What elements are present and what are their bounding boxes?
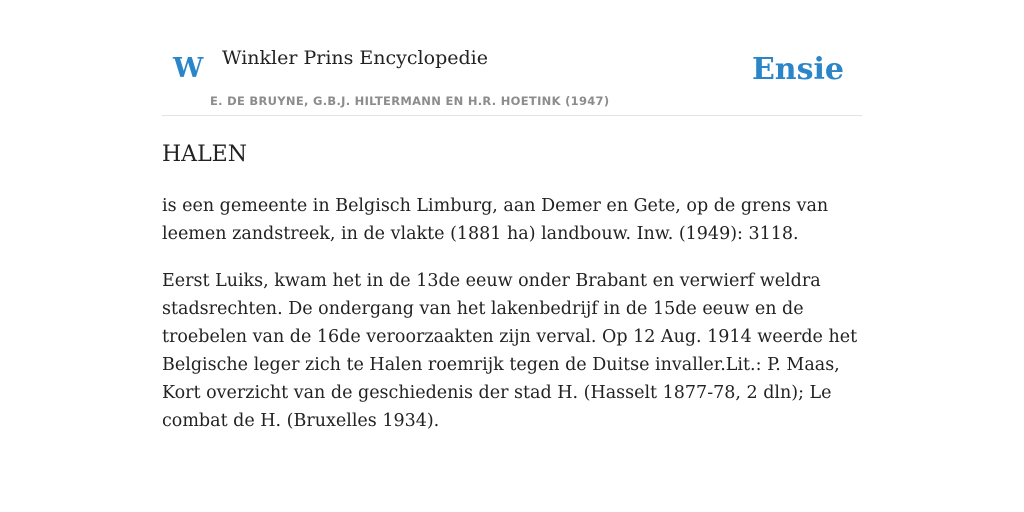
winkler-prins-logo[interactable]: W bbox=[173, 53, 204, 84]
encyclopedia-title[interactable]: Winkler Prins Encyclopedie bbox=[222, 47, 488, 69]
entry-paragraph: is een gemeente in Belgisch Limburg, aan Demer en Gete, op de grens van leemen zandstreek, in de vlakte (1881 ha) landbouw. Inw. (1949): 3118. bbox=[162, 196, 829, 244]
ensie-brand-link[interactable]: Ensie bbox=[751, 52, 844, 87]
page-container bbox=[162, 0, 862, 431]
encyclopedia-authors: E. DE BRUYNE, G.B.J. HILTERMANN EN H.R. HOETINK (1947) bbox=[210, 94, 610, 108]
encyclopedia-header bbox=[162, 0, 862, 116]
entry-paragraph: Eerst Luiks, kwam het in de 13de eeuw onder Brabant en verwierf weldra stadsrechten. De ondergang van het lakenbedrijf in de 15de eeuw en de troebelen van de 16de veroorzaakten zijn verval. Op 12 Aug. 1914 weerde het Belgische leger zich te Halen roemrijk tegen de Duitse invaller.Lit.: P. Maas, Kort overzicht van de geschiedenis der stad H. (Hasselt 1877-78, 2 dln); Le combat de H. (Bruxelles 1934). bbox=[162, 271, 858, 431]
entry-title: HALEN bbox=[162, 142, 247, 167]
